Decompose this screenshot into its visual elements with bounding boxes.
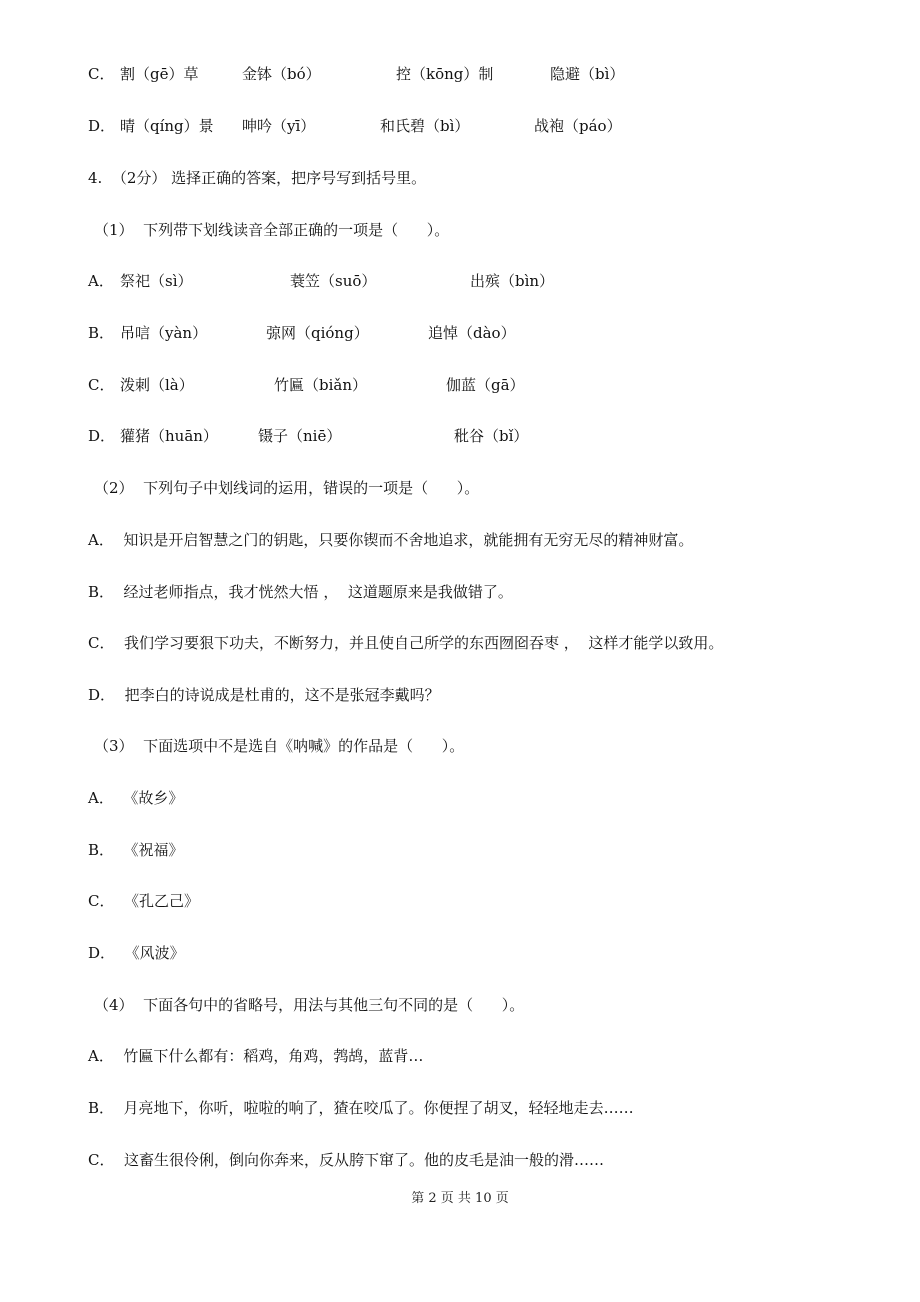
subquestion-stem <box>0 736 920 776</box>
option-text: C． 这畜生很伶俐，倒向你奔来，反从胯下窜了。他的皮毛是油一般的滑…… <box>88 1151 605 1169</box>
option-row <box>0 840 920 880</box>
option-row <box>0 530 920 570</box>
option-part: 弶网（qióng） <box>266 324 369 342</box>
option-part: 泼刺（là） <box>120 376 194 394</box>
option-label: D． <box>88 427 116 445</box>
option-text: C． 《孔乙己》 <box>88 892 200 910</box>
stem-text: （1） 下列带下划线读音全部正确的一项是（ ）。 <box>94 221 450 239</box>
option-row <box>0 633 920 673</box>
stem-text: （4） 下面各句中的省略号，用法与其他三句不同的是（ ）。 <box>94 996 525 1014</box>
option-part: 秕谷（bǐ） <box>454 427 529 445</box>
option-text: B． 《祝福》 <box>88 841 184 859</box>
option-label: B． <box>88 324 115 342</box>
option-text: A． 知识是开启智慧之门的钥匙，只要你锲而不舍地追求，就能拥有无穷无尽的精神财富。 <box>88 531 694 549</box>
option-row <box>0 1150 920 1190</box>
option-text: D． 《风波》 <box>88 944 185 962</box>
option-part: 祭祀（sì） <box>120 272 193 290</box>
subquestion-stem <box>0 220 920 260</box>
option-text: A． 《故乡》 <box>88 789 184 807</box>
question-header <box>0 168 920 208</box>
option-part: 金钵（bó） <box>242 65 321 83</box>
stem-text: （3） 下面选项中不是选自《呐喊》的作品是（ ）。 <box>94 737 465 755</box>
option-label: D． <box>88 117 116 135</box>
option-row <box>0 1098 920 1138</box>
page-footer: 第 2 页 共 10 页 <box>411 1191 509 1206</box>
option-row <box>0 1046 920 1086</box>
option-row <box>0 943 920 983</box>
option-part: 獾猪（huān） <box>120 427 218 445</box>
option-part: 吊唁（yàn） <box>120 324 208 342</box>
option-part: 晴（qíng）景 <box>120 117 214 135</box>
option-part: 蓑笠（suō） <box>290 272 377 290</box>
option-row <box>0 685 920 725</box>
subquestion-stem <box>0 995 920 1035</box>
option-part: 和氏碧（bì） <box>380 117 470 135</box>
option-label: C． <box>88 65 115 83</box>
option-text: B． 经过老师指点，我才恍然大悟 ， 这道题原来是我做错了。 <box>88 583 513 601</box>
option-text: B． 月亮地下，你听，啦啦的响了，猹在咬瓜了。你便捏了胡叉，轻轻地走去…… <box>88 1099 634 1117</box>
option-text: C． 我们学习要狠下功夫，不断努力，并且使自己所学的东西囫囵吞枣 ， 这样才能学以致用。 <box>88 634 724 652</box>
option-part: 隐避（bì） <box>550 65 625 83</box>
option-part: 追悼（dào） <box>428 324 516 342</box>
option-part: 伽蓝（gā） <box>446 376 525 394</box>
option-label: C． <box>88 376 115 394</box>
option-row <box>0 582 920 622</box>
option-row <box>0 891 920 931</box>
option-row <box>0 788 920 828</box>
question-text: 4. （2分） 选择正确的答案，把序号写到括号里。 <box>88 169 427 187</box>
option-text: D． 把李白的诗说成是杜甫的，这不是张冠李戴吗？ <box>88 686 440 704</box>
option-part: 呻吟（yī） <box>242 117 316 135</box>
option-label: A． <box>88 272 114 290</box>
option-part: 割（gē）草 <box>120 65 199 83</box>
option-part: 竹匾（biǎn） <box>274 376 368 394</box>
stem-text: （2） 下列句子中划线词的运用，错误的一项是（ ）。 <box>94 479 480 497</box>
option-part: 控（kōng）制 <box>396 65 494 83</box>
option-part: 镊子（niē） <box>258 427 342 445</box>
option-part: 出殡（bìn） <box>470 272 555 290</box>
option-part: 战袍（páo） <box>534 117 622 135</box>
option-text: A． 竹匾下什么都有：稻鸡，角鸡，鹁鸪，蓝背… <box>88 1047 424 1065</box>
subquestion-stem <box>0 478 920 518</box>
